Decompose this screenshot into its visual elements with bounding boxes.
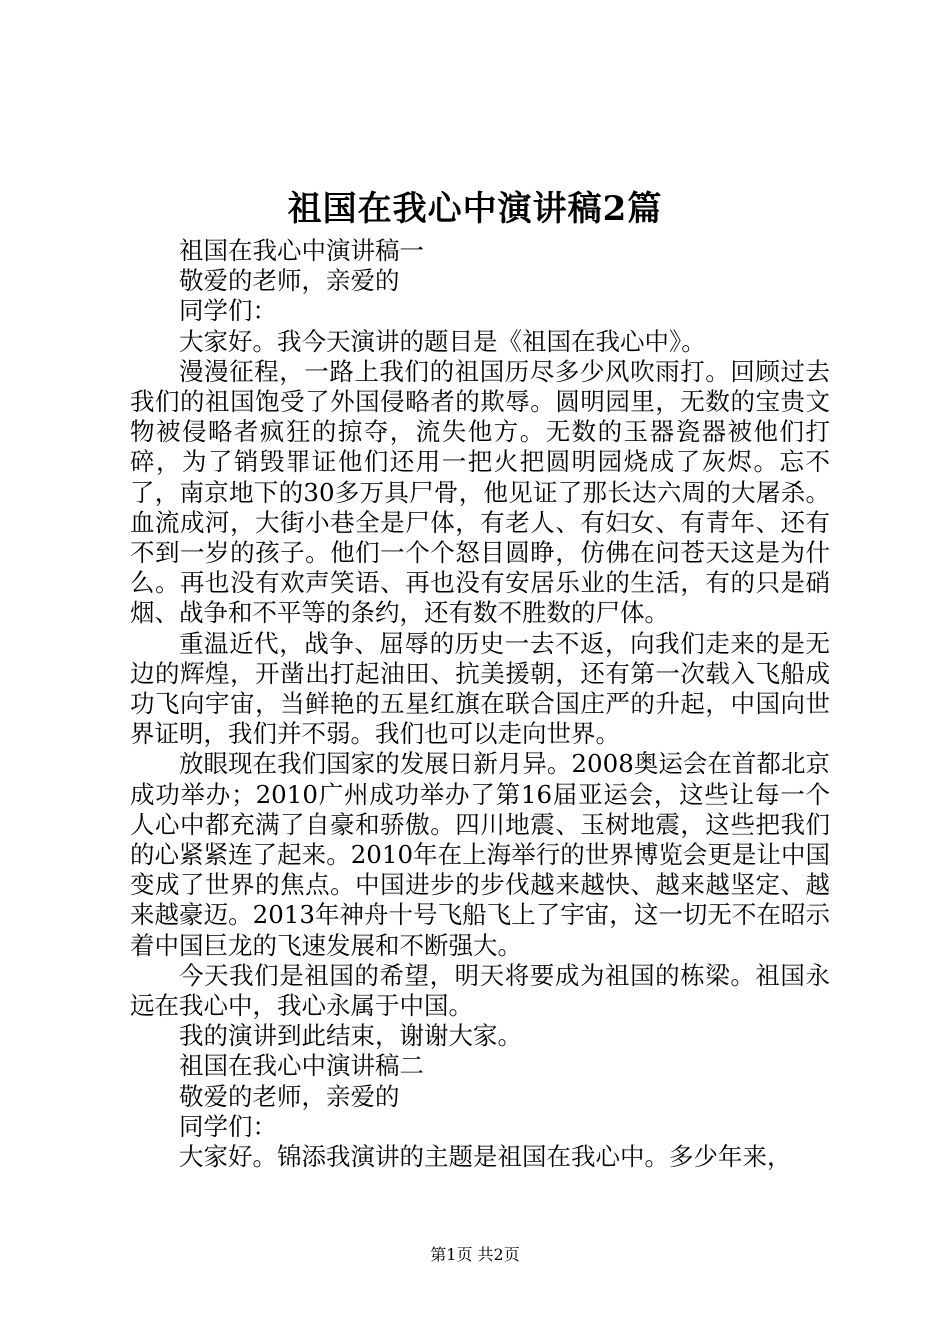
paragraph: 放眼现在我们国家的发展日新月异。2008奥运会在首都北京成功举办；2010广州成功举办了第16届亚运会，这些让每一个人心中都充满了自豪和骄傲。四川地震、玉树地震，这些把我们的心紧紧连了起来。2010年在上海举行的世界博览会更是让中国变成了世界的焦点。中国进步的步伐越来越快、越来越坚定、越来越豪迈。2013年神舟十号飞船飞上了宇宙，这一切无不在昭示着中国巨龙的飞速发展和不断强大。 xyxy=(130,749,830,960)
paragraph: 敬爱的老师，亲爱的 xyxy=(179,266,400,296)
document-body xyxy=(130,236,830,1172)
paragraph: 重温近代，战争、屈辱的历史一去不返，向我们走来的是无边的辉煌，开凿出打起油田、抗美援朝，还有第一次载入飞船成功飞向宇宙，当鲜艳的五星红旗在联合国庄严的升起，中国向世界证明，我们并不弱。我们也可以走向世界。 xyxy=(130,628,830,749)
paragraph: 祖国在我心中演讲稿一 xyxy=(179,236,424,265)
document-title: 祖国在我心中演讲稿2篇 xyxy=(287,189,663,229)
paragraph: 大家好。锦添我演讲的主题是祖国在我心中。多少年来， xyxy=(179,1142,792,1172)
paragraph: 漫漫征程，一路上我们的祖国历尽多少风吹雨打。回顾过去我们的祖国饱受了外国侵略者的欺辱。圆明园里，无数的宝贵文物被侵略者疯狂的掠夺，流失他方。无数的玉器瓷器被他们打碎，为了销毁罪证他们还用一把火把圆明园烧成了灰烬。忘不了，南京地下的30多万具尸骨，他见证了那长达六周的大屠杀。血流成河，大街小巷全是尸体，有老人、有妇女、有青年、还有不到一岁的孩子。他们一个个怒目圆睁，仿佛在问苍天这是为什么。再也没有欢声笑语、再也没有安居乐业的生活，有的只是硝烟、战争和不平等的条约，还有数不胜数的尸体。 xyxy=(130,356,830,628)
paragraph: 大家好。我今天演讲的题目是《祖国在我心中》。 xyxy=(179,326,706,356)
page-footer: 第1页 共2页 xyxy=(430,1245,520,1264)
paragraph: 同学们： xyxy=(179,296,277,326)
paragraph: 敬爱的老师，亲爱的 xyxy=(179,1081,400,1111)
paragraph: 我的演讲到此结束，谢谢大家。 xyxy=(179,1021,522,1051)
paragraph: 同学们： xyxy=(179,1111,277,1141)
paragraph: 今天我们是祖国的希望，明天将要成为祖国的栋梁。祖国永远在我心中，我心永属于中国。 xyxy=(130,960,830,1021)
paragraph: 祖国在我心中演讲稿二 xyxy=(179,1051,424,1081)
